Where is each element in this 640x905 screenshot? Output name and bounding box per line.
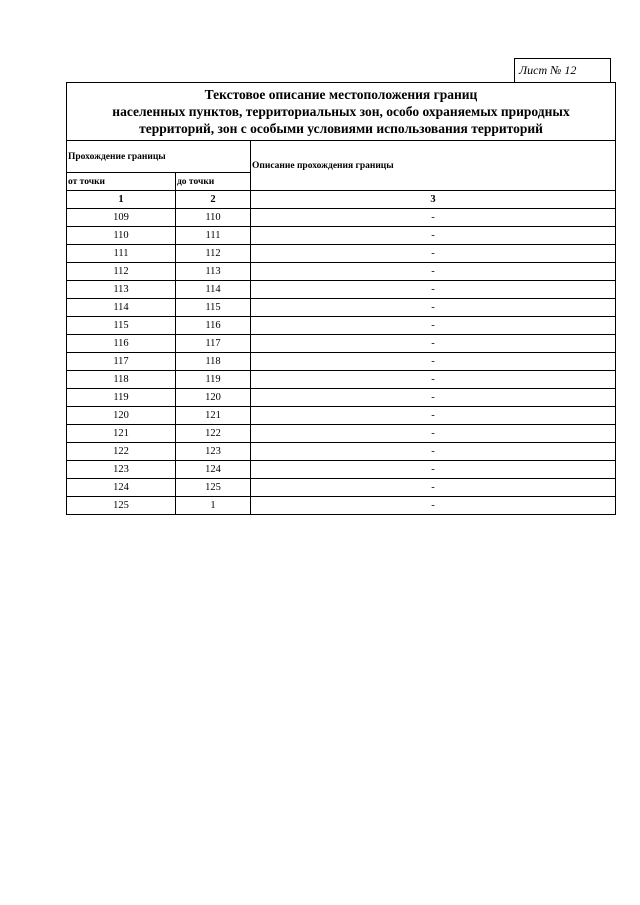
from-point-cell: 113 bbox=[67, 281, 176, 299]
description-cell: - bbox=[251, 281, 616, 299]
from-point-cell: 110 bbox=[67, 227, 176, 245]
table-row bbox=[67, 389, 616, 407]
to-point-cell: 1 bbox=[176, 497, 251, 515]
table-row bbox=[67, 461, 616, 479]
from-point-cell: 112 bbox=[67, 263, 176, 281]
title-line-1: Текстовое описание местоположения границ bbox=[204, 87, 478, 102]
from-point-cell: 122 bbox=[67, 443, 176, 461]
to-point-cell: 114 bbox=[176, 281, 251, 299]
description-cell: - bbox=[251, 317, 616, 335]
header-description: Описание прохождения границы bbox=[251, 141, 616, 191]
to-point-cell: 120 bbox=[176, 389, 251, 407]
description-cell: - bbox=[251, 389, 616, 407]
to-point-cell: 124 bbox=[176, 461, 251, 479]
description-cell: - bbox=[251, 263, 616, 281]
to-point-cell: 119 bbox=[176, 371, 251, 389]
description-cell: - bbox=[251, 497, 616, 515]
description-cell: - bbox=[251, 227, 616, 245]
table-row bbox=[67, 353, 616, 371]
table-row bbox=[67, 443, 616, 461]
from-point-cell: 117 bbox=[67, 353, 176, 371]
description-cell: - bbox=[251, 353, 616, 371]
to-point-cell: 110 bbox=[176, 209, 251, 227]
header-from-point: от точки bbox=[67, 173, 176, 191]
description-cell: - bbox=[251, 209, 616, 227]
description-cell: - bbox=[251, 479, 616, 497]
to-point-cell: 118 bbox=[176, 353, 251, 371]
table-row bbox=[67, 263, 616, 281]
table-row bbox=[67, 317, 616, 335]
description-cell: - bbox=[251, 335, 616, 353]
to-point-cell: 123 bbox=[176, 443, 251, 461]
table-row bbox=[67, 479, 616, 497]
from-point-cell: 120 bbox=[67, 407, 176, 425]
from-point-cell: 121 bbox=[67, 425, 176, 443]
description-cell: - bbox=[251, 443, 616, 461]
title-line-3: территорий, зон с особыми условиями использования территорий bbox=[139, 121, 543, 136]
from-point-cell: 116 bbox=[67, 335, 176, 353]
to-point-cell: 115 bbox=[176, 299, 251, 317]
table-row bbox=[67, 281, 616, 299]
description-cell: - bbox=[251, 425, 616, 443]
description-cell: - bbox=[251, 299, 616, 317]
table-row bbox=[67, 209, 616, 227]
to-point-cell: 111 bbox=[176, 227, 251, 245]
column-number-1: 1 bbox=[67, 191, 176, 209]
to-point-cell: 125 bbox=[176, 479, 251, 497]
from-point-cell: 109 bbox=[67, 209, 176, 227]
from-point-cell: 125 bbox=[67, 497, 176, 515]
to-point-cell: 122 bbox=[176, 425, 251, 443]
to-point-cell: 121 bbox=[176, 407, 251, 425]
boundary-table bbox=[66, 82, 616, 515]
table-row bbox=[67, 497, 616, 515]
table-row bbox=[67, 371, 616, 389]
table-row bbox=[67, 245, 616, 263]
to-point-cell: 116 bbox=[176, 317, 251, 335]
header-to-point: до точки bbox=[176, 173, 251, 191]
from-point-cell: 118 bbox=[67, 371, 176, 389]
header-passage: Прохождение границы bbox=[67, 141, 251, 173]
table-row bbox=[67, 335, 616, 353]
from-point-cell: 114 bbox=[67, 299, 176, 317]
column-number-3: 3 bbox=[251, 191, 616, 209]
description-cell: - bbox=[251, 461, 616, 479]
from-point-cell: 111 bbox=[67, 245, 176, 263]
from-point-cell: 119 bbox=[67, 389, 176, 407]
table-row bbox=[67, 425, 616, 443]
sheet-number: Лист № 12 bbox=[514, 58, 611, 82]
table-row bbox=[67, 227, 616, 245]
table-row bbox=[67, 299, 616, 317]
from-point-cell: 115 bbox=[67, 317, 176, 335]
from-point-cell: 124 bbox=[67, 479, 176, 497]
to-point-cell: 113 bbox=[176, 263, 251, 281]
description-cell: - bbox=[251, 245, 616, 263]
from-point-cell: 123 bbox=[67, 461, 176, 479]
title-line-2: населенных пунктов, территориальных зон, особо охраняемых природных bbox=[112, 104, 570, 119]
to-point-cell: 112 bbox=[176, 245, 251, 263]
description-cell: - bbox=[251, 371, 616, 389]
column-number-2: 2 bbox=[176, 191, 251, 209]
to-point-cell: 117 bbox=[176, 335, 251, 353]
description-cell: - bbox=[251, 407, 616, 425]
table-title bbox=[67, 83, 616, 141]
table-row bbox=[67, 407, 616, 425]
